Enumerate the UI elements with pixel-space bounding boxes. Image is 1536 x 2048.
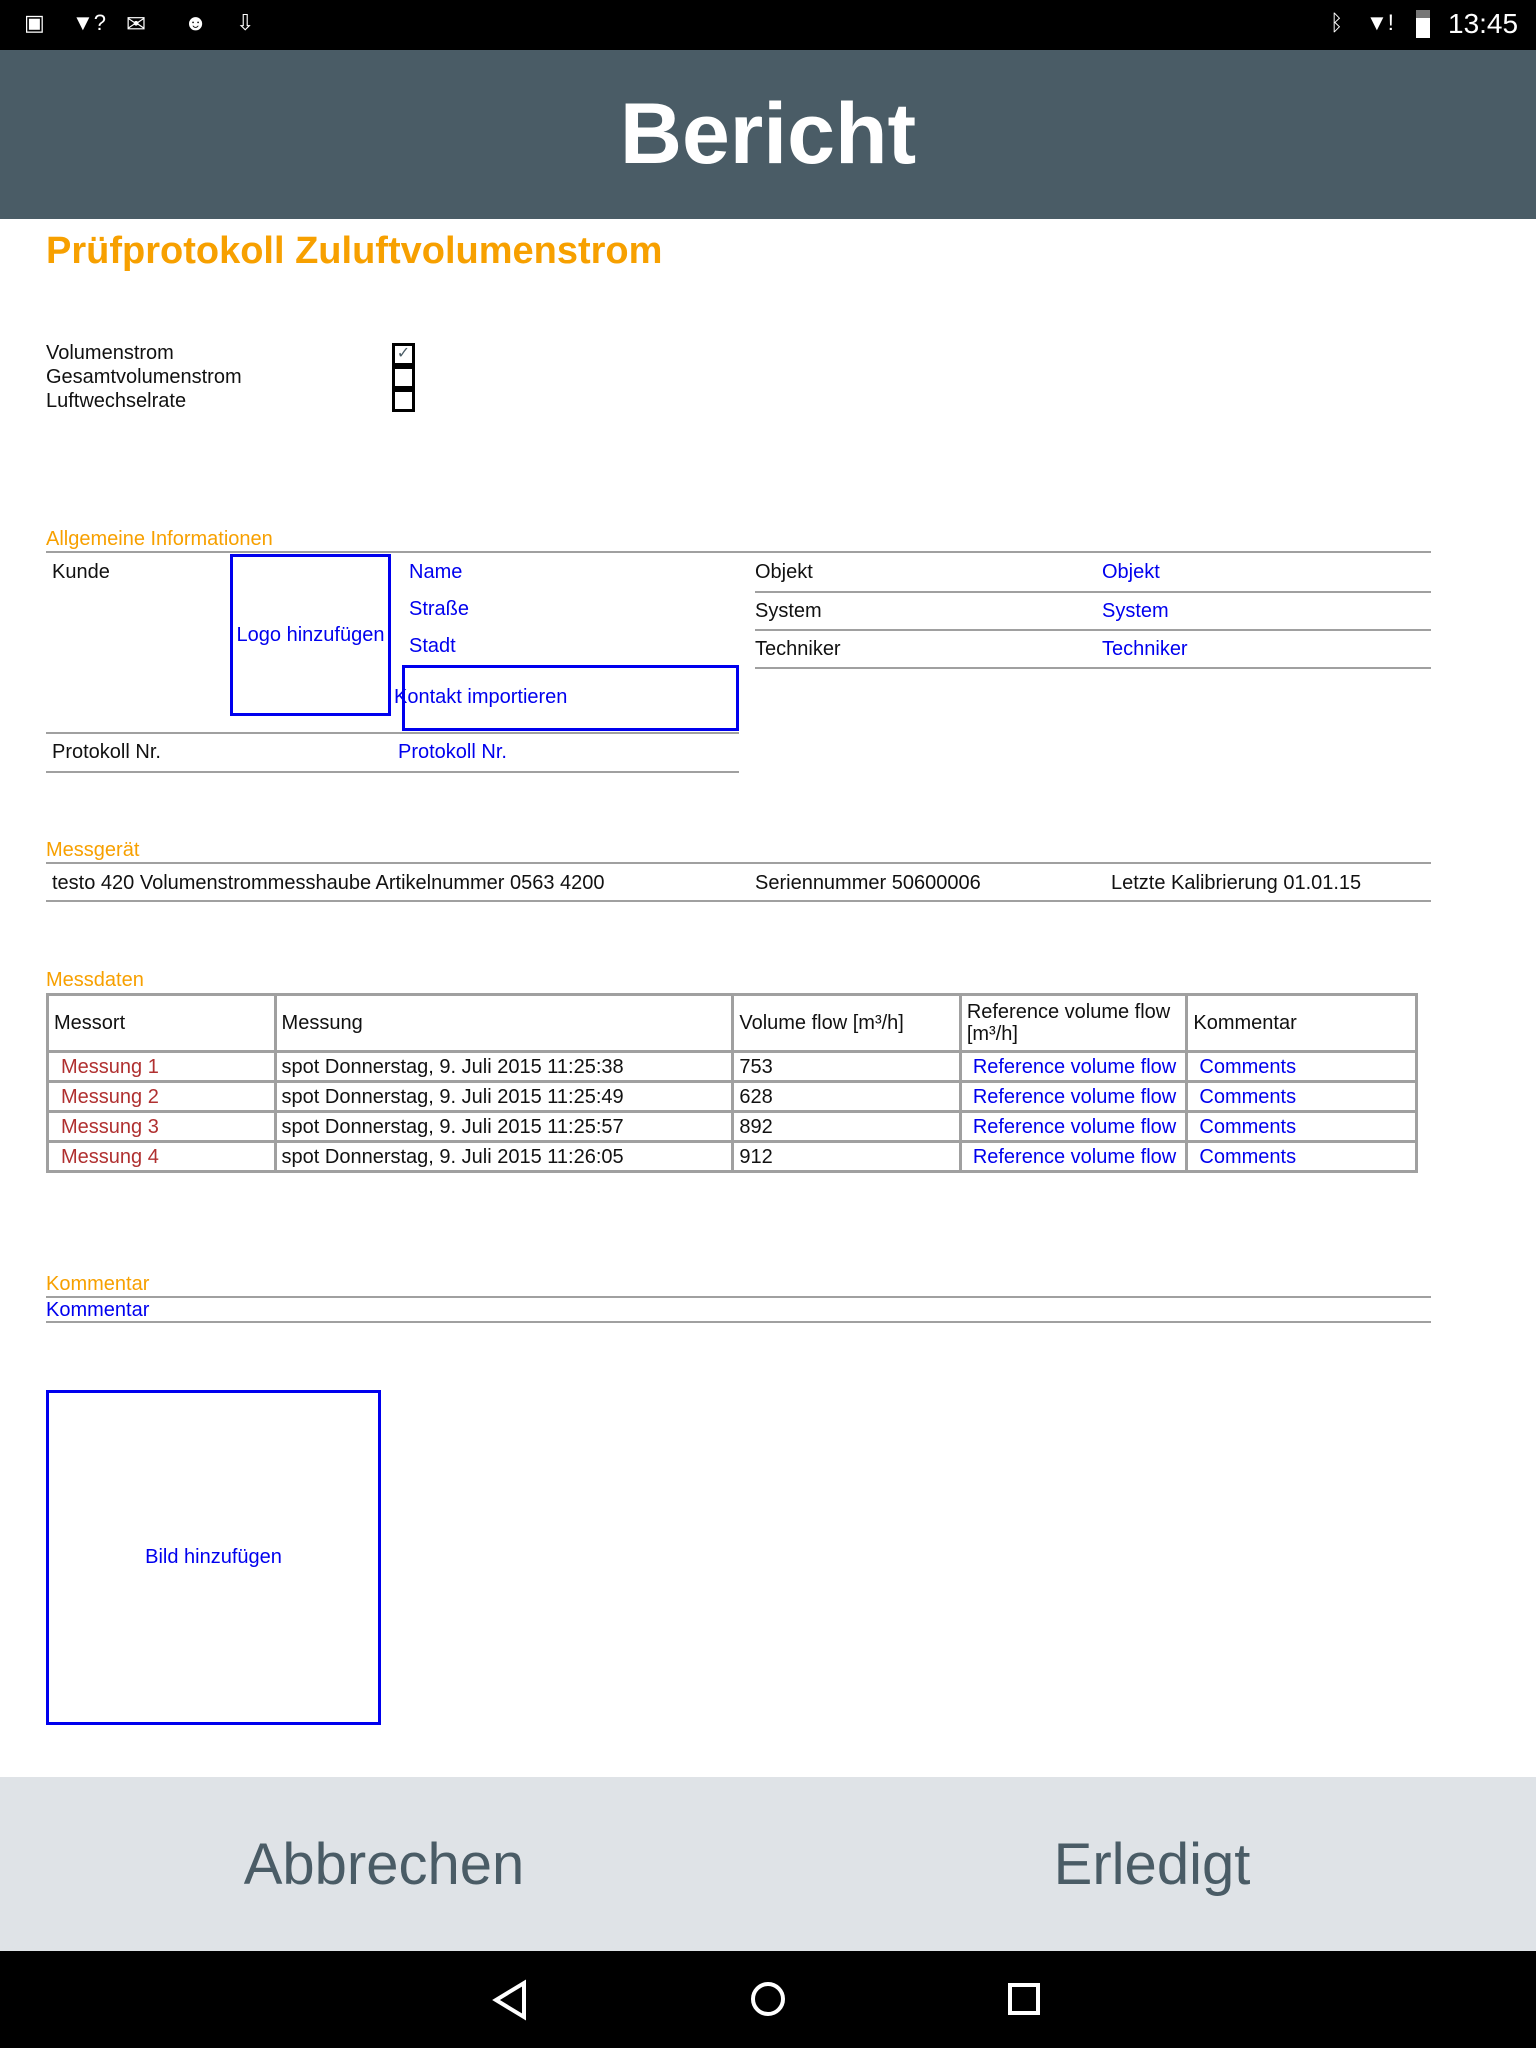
customer-street-field[interactable]: Straße — [409, 598, 470, 620]
wifi-unknown-icon: ▼? — [72, 10, 107, 35]
measurement-table — [46, 993, 1418, 1173]
section-comment-heading: Kommentar — [46, 1273, 150, 1295]
android-debug-icon: ☻ — [184, 10, 208, 35]
action-bar — [0, 1777, 1536, 1951]
option-label-gesamtvolumenstrom: Gesamtvolumenstrom — [46, 366, 242, 388]
column-header: Reference volume flow [m³/h] — [960, 995, 1187, 1052]
technician-field[interactable]: Techniker — [1102, 638, 1188, 660]
measurement-cell: spot Donnerstag, 9. Juli 2015 11:26:05 — [275, 1142, 733, 1172]
page-title: Bericht — [619, 86, 917, 182]
divider — [46, 1321, 1431, 1323]
home-icon[interactable] — [748, 1979, 788, 2019]
protocol-field[interactable]: Protokoll Nr. — [398, 741, 507, 763]
divider — [755, 629, 1431, 631]
mail-icon: ✉ — [126, 11, 147, 38]
divider — [46, 771, 739, 773]
protocol-label: Protokoll Nr. — [52, 741, 161, 763]
battery-icon — [1416, 10, 1430, 38]
checkbox-gesamtvolumenstrom[interactable] — [392, 366, 415, 389]
location-link[interactable]: Messung 2 — [48, 1082, 276, 1112]
comment-field[interactable]: Comments — [1187, 1142, 1417, 1172]
reference-flow-field[interactable]: Reference volume flow — [960, 1052, 1187, 1082]
location-link[interactable]: Messung 4 — [48, 1142, 276, 1172]
divider — [46, 900, 1431, 902]
section-data-heading: Messdaten — [46, 969, 144, 991]
section-general-heading: Allgemeine Informationen — [46, 528, 273, 550]
flow-cell: 753 — [733, 1052, 960, 1082]
divider — [46, 1296, 1431, 1298]
object-label: Objekt — [755, 561, 813, 583]
reference-flow-field[interactable]: Reference volume flow — [960, 1082, 1187, 1112]
reference-flow-field[interactable]: Reference volume flow — [960, 1112, 1187, 1142]
cancel-button[interactable]: Abbrechen — [243, 1831, 525, 1897]
device-name: testo 420 Volumenstrommesshaube Artikelnummer 0563 4200 — [52, 872, 605, 894]
download-icon: ⇩ — [236, 10, 255, 35]
device-calibration: Letzte Kalibrierung 01.01.15 — [1111, 872, 1362, 894]
divider — [755, 591, 1431, 593]
back-icon[interactable] — [490, 1979, 530, 2021]
divider — [46, 551, 1431, 553]
status-bar — [0, 0, 1536, 50]
customer-name-field[interactable]: Name — [409, 561, 463, 583]
device-serial: Seriennummer 50600006 — [755, 872, 981, 894]
customer-label: Kunde — [52, 561, 110, 583]
flow-cell: 912 — [733, 1142, 960, 1172]
comment-field[interactable]: Comments — [1187, 1052, 1417, 1082]
flow-cell: 892 — [733, 1112, 960, 1142]
reference-flow-field[interactable]: Reference volume flow — [960, 1142, 1187, 1172]
location-link[interactable]: Messung 1 — [48, 1052, 276, 1082]
checkbox-volumenstrom[interactable]: ✓ — [392, 343, 415, 366]
option-label-luftwechselrate: Luftwechselrate — [46, 390, 187, 412]
table-header-row — [48, 995, 1417, 1052]
divider — [46, 862, 1431, 864]
add-image-button[interactable] — [46, 1390, 381, 1725]
column-header: Volume flow [m³/h] — [733, 995, 960, 1052]
comment-field[interactable]: Comments — [1187, 1112, 1417, 1142]
option-label-volumenstrom: Volumenstrom — [46, 342, 174, 364]
add-logo-label: Logo hinzufügen — [236, 623, 385, 646]
image-icon: ▣ — [24, 10, 45, 35]
location-link[interactable]: Messung 3 — [48, 1112, 276, 1142]
measurement-cell: spot Donnerstag, 9. Juli 2015 11:25:49 — [275, 1082, 733, 1112]
import-contact-label: Kontakt importieren — [394, 686, 568, 708]
section-device-heading: Messgerät — [46, 839, 140, 861]
comment-field[interactable]: Comments — [1187, 1082, 1417, 1112]
object-field[interactable]: Objekt — [1102, 561, 1160, 583]
table-row — [48, 1142, 1417, 1172]
comment-field[interactable]: Kommentar — [46, 1299, 150, 1321]
customer-city-field[interactable]: Stadt — [409, 635, 456, 657]
bluetooth-icon: ᛒ — [1330, 10, 1344, 35]
technician-label: Techniker — [755, 638, 841, 660]
divider — [46, 732, 739, 734]
flow-cell: 628 — [733, 1082, 960, 1112]
wifi-alert-icon: ▼! — [1366, 10, 1394, 35]
measurement-cell: spot Donnerstag, 9. Juli 2015 11:25:38 — [275, 1052, 733, 1082]
column-header: Kommentar — [1187, 995, 1417, 1052]
table-row — [48, 1082, 1417, 1112]
table-row — [48, 1112, 1417, 1142]
table-row — [48, 1052, 1417, 1082]
column-header: Messort — [48, 995, 276, 1052]
column-header: Messung — [275, 995, 733, 1052]
report-title: Prüfprotokoll Zuluftvolumenstrom — [46, 230, 663, 272]
measurement-cell: spot Donnerstag, 9. Juli 2015 11:25:57 — [275, 1112, 733, 1142]
system-label: System — [755, 600, 822, 622]
navigation-bar — [0, 1951, 1536, 2048]
recents-icon[interactable] — [1006, 1981, 1042, 2017]
system-field[interactable]: System — [1102, 600, 1169, 622]
clock: 13:45 — [1448, 8, 1519, 39]
add-image-label: Bild hinzufügen — [145, 1546, 282, 1568]
add-logo-button[interactable] — [230, 554, 391, 716]
app-header — [0, 50, 1536, 219]
done-button[interactable]: Erledigt — [1053, 1831, 1251, 1897]
checkbox-luftwechselrate[interactable] — [392, 389, 415, 412]
divider — [755, 667, 1431, 669]
